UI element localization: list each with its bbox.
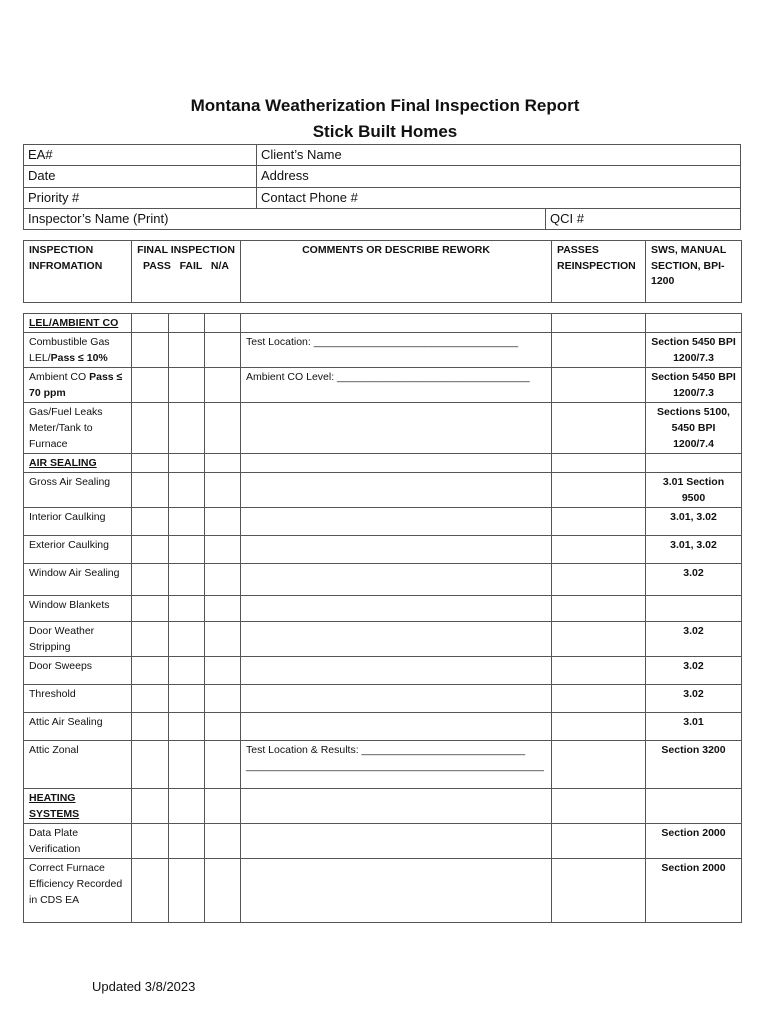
row-label-text: Attic Air Sealing: [29, 716, 103, 728]
row-exterior-caulking: [24, 536, 742, 564]
row-label: [24, 454, 132, 473]
comment-cell[interactable]: [241, 859, 552, 923]
fail-checkbox-cell[interactable]: [169, 508, 205, 536]
comment-cell[interactable]: [241, 685, 552, 713]
sws-section-cell: Section 2000: [646, 859, 742, 923]
row-air-sealing: [24, 454, 742, 473]
row-label-part: Combustible Gas LEL/: [29, 336, 110, 364]
na-checkbox-cell[interactable]: [205, 333, 241, 368]
na-checkbox-cell[interactable]: [205, 741, 241, 789]
fail-checkbox-cell[interactable]: [169, 596, 205, 622]
comment-cell[interactable]: [241, 314, 552, 333]
row-window-blankets: [24, 596, 742, 622]
comment-cell[interactable]: [241, 454, 552, 473]
row-label: [24, 564, 132, 596]
pass-fail-na-label: PASS FAIL N/A: [143, 259, 229, 272]
fail-checkbox-cell[interactable]: [169, 789, 205, 824]
header-table: [23, 240, 742, 303]
page-subtitle: Stick Built Homes: [312, 122, 458, 141]
pass-checkbox-cell[interactable]: [132, 368, 169, 403]
reinspection-cell[interactable]: [552, 824, 646, 859]
row-label-text: Window Air Sealing: [29, 567, 120, 579]
pass-checkbox-cell[interactable]: [132, 622, 169, 657]
row-gross-air-sealing: [24, 473, 742, 508]
row-door-weather-stripping: [24, 622, 742, 657]
pass-checkbox-cell[interactable]: [132, 685, 169, 713]
section-heading: LEL/AMBIENT CO: [29, 317, 119, 329]
fail-checkbox-cell[interactable]: [169, 713, 205, 741]
reinspection-cell[interactable]: [552, 454, 646, 473]
comments-header: COMMENTS OR DESCRIBE REWORK: [241, 241, 552, 303]
info-table: [23, 144, 741, 230]
address-field[interactable]: Address: [257, 166, 741, 187]
sws-section-cell: 3.01, 3.02: [646, 508, 742, 536]
na-checkbox-cell[interactable]: [205, 314, 241, 333]
row-label: [24, 536, 132, 564]
row-label: [24, 368, 132, 403]
final-inspection-label: FINAL INSPECTION: [137, 244, 235, 256]
fail-checkbox-cell[interactable]: [169, 314, 205, 333]
sws-section-cell: [646, 454, 742, 473]
reinspection-cell[interactable]: [552, 741, 646, 789]
pass-checkbox-cell[interactable]: [132, 789, 169, 824]
qci-field[interactable]: QCI #: [546, 208, 741, 229]
row-interior-caulking: [24, 508, 742, 536]
sws-section-cell: Section 2000: [646, 824, 742, 859]
row-label-part: Ambient CO: [29, 371, 90, 383]
fail-checkbox-cell[interactable]: [169, 859, 205, 923]
fail-checkbox-cell[interactable]: [169, 536, 205, 564]
inspection-info-header: INSPECTION INFROMATION: [24, 241, 132, 303]
sws-header: SWS, MANUAL SECTION, BPI-1200: [646, 241, 742, 303]
sws-section-cell: Section 5450 BPI 1200/7.3: [646, 368, 742, 403]
reinspection-cell[interactable]: [552, 368, 646, 403]
row-label-text: Exterior Caulking: [29, 539, 109, 551]
row-label: [24, 403, 132, 454]
comment-cell[interactable]: [241, 508, 552, 536]
comment-cell[interactable]: [241, 657, 552, 685]
row-label-text: Gross Air Sealing: [29, 476, 111, 488]
row-heating-systems: [24, 789, 742, 824]
pass-checkbox-cell[interactable]: [132, 564, 169, 596]
row-label: [24, 824, 132, 859]
row-combustible-gas: [24, 333, 742, 368]
sws-section-cell: 3.02: [646, 564, 742, 596]
client-name-field[interactable]: Client’s Name: [257, 145, 741, 166]
section-heading: AIR SEALING: [29, 457, 97, 469]
fail-checkbox-cell[interactable]: [169, 741, 205, 789]
na-checkbox-cell[interactable]: [205, 685, 241, 713]
na-checkbox-cell[interactable]: [205, 596, 241, 622]
na-checkbox-cell[interactable]: [205, 473, 241, 508]
comment-cell[interactable]: [241, 596, 552, 622]
footer-updated: Updated 3/8/2023: [92, 979, 196, 994]
comment-cell[interactable]: [241, 789, 552, 824]
na-checkbox-cell[interactable]: [205, 657, 241, 685]
sws-section-cell: [646, 314, 742, 333]
fail-checkbox-cell[interactable]: [169, 564, 205, 596]
sws-section-cell: 3.01: [646, 713, 742, 741]
sws-section-cell: 3.01 Section 9500: [646, 473, 742, 508]
fail-checkbox-cell[interactable]: [169, 454, 205, 473]
pass-checkbox-cell[interactable]: [132, 536, 169, 564]
reinspection-cell[interactable]: [552, 508, 646, 536]
row-label-text: Gas/Fuel Leaks Meter/Tank to Furnace: [29, 406, 103, 450]
na-checkbox-cell[interactable]: [205, 713, 241, 741]
row-label: [24, 685, 132, 713]
inspection-table: [23, 313, 742, 923]
row-label-text: Window Blankets: [29, 599, 110, 611]
date-field[interactable]: Date: [24, 166, 257, 187]
pass-checkbox-cell[interactable]: [132, 741, 169, 789]
row-threshold: [24, 685, 742, 713]
ea-field[interactable]: EA#: [24, 145, 257, 166]
reinspection-cell[interactable]: [552, 564, 646, 596]
row-label: [24, 859, 132, 923]
na-checkbox-cell[interactable]: [205, 824, 241, 859]
row-ambient-co: [24, 368, 742, 403]
section-heading: HEATING SYSTEMS: [29, 792, 80, 820]
na-checkbox-cell[interactable]: [205, 403, 241, 454]
page-title: Montana Weatherization Final Inspection Report: [190, 96, 580, 115]
sws-section-cell: 3.01, 3.02: [646, 536, 742, 564]
row-label-text: Correct Furnace Efficiency Recorded in CDS EA: [29, 862, 123, 906]
row-furnace-efficiency: [24, 859, 742, 923]
row-label: [24, 657, 132, 685]
na-checkbox-cell[interactable]: [205, 536, 241, 564]
reinspection-cell[interactable]: [552, 536, 646, 564]
fail-checkbox-cell[interactable]: [169, 403, 205, 454]
reinspection-cell[interactable]: [552, 314, 646, 333]
row-label: [24, 622, 132, 657]
comment-cell[interactable]: [241, 403, 552, 454]
na-checkbox-cell[interactable]: [205, 454, 241, 473]
row-label: [24, 314, 132, 333]
row-label-text: Interior Caulking: [29, 511, 106, 523]
comment-cell[interactable]: [241, 564, 552, 596]
sws-section-cell: [646, 789, 742, 824]
reinspection-cell[interactable]: [552, 403, 646, 454]
row-gas-fuel-leaks: [24, 403, 742, 454]
row-label-text: Door Weather Stripping: [29, 625, 95, 653]
pass-checkbox-cell[interactable]: [132, 314, 169, 333]
row-door-sweeps: [24, 657, 742, 685]
row-label-text: Door Sweeps: [29, 660, 93, 672]
row-label: [24, 333, 132, 368]
pass-checkbox-cell[interactable]: [132, 473, 169, 508]
comment-cell[interactable]: Test Location: ___________________________________: [241, 333, 552, 368]
row-label-text: Attic Zonal: [29, 744, 79, 756]
comment-cell[interactable]: [241, 713, 552, 741]
reinspection-cell[interactable]: [552, 713, 646, 741]
passes-reinspection-header: PASSES REINSPECTION: [552, 241, 646, 303]
reinspection-cell[interactable]: [552, 596, 646, 622]
fail-checkbox-cell[interactable]: [169, 473, 205, 508]
row-label: [24, 713, 132, 741]
row-label-text: Data Plate Verification: [29, 827, 81, 855]
pass-checkbox-cell[interactable]: [132, 713, 169, 741]
comment-cell[interactable]: Test Location & Results: ____________________________ ___________________________________________________: [241, 741, 552, 789]
pass-checkbox-cell[interactable]: [132, 333, 169, 368]
comment-cell[interactable]: [241, 824, 552, 859]
na-checkbox-cell[interactable]: [205, 789, 241, 824]
na-checkbox-cell[interactable]: [205, 622, 241, 657]
na-checkbox-cell[interactable]: [205, 368, 241, 403]
fail-checkbox-cell[interactable]: [169, 685, 205, 713]
sws-section-cell: Section 3200: [646, 741, 742, 789]
row-label: [24, 473, 132, 508]
reinspection-cell[interactable]: [552, 789, 646, 824]
reinspection-cell[interactable]: [552, 333, 646, 368]
pass-checkbox-cell[interactable]: [132, 824, 169, 859]
na-checkbox-cell[interactable]: [205, 859, 241, 923]
row-data-plate: [24, 824, 742, 859]
reinspection-cell[interactable]: [552, 657, 646, 685]
fail-checkbox-cell[interactable]: [169, 368, 205, 403]
row-label: [24, 508, 132, 536]
comment-cell[interactable]: [241, 473, 552, 508]
pass-checkbox-cell[interactable]: [132, 596, 169, 622]
row-label: [24, 596, 132, 622]
reinspection-cell[interactable]: [552, 685, 646, 713]
sws-section-cell: Sections 5100, 5450 BPI 1200/7.4: [646, 403, 742, 454]
inspection-rows: [24, 314, 742, 923]
priority-field[interactable]: Priority #: [24, 187, 257, 208]
sws-section-cell: 3.02: [646, 622, 742, 657]
sws-section-cell: Section 5450 BPI 1200/7.3: [646, 333, 742, 368]
row-label: [24, 741, 132, 789]
inspector-name-field[interactable]: Inspector’s Name (Print): [24, 208, 546, 229]
na-checkbox-cell[interactable]: [205, 508, 241, 536]
comment-cell[interactable]: Ambient CO Level: _________________________________: [241, 368, 552, 403]
sws-section-cell: [646, 596, 742, 622]
pass-checkbox-cell[interactable]: [132, 859, 169, 923]
pass-checkbox-cell[interactable]: [132, 657, 169, 685]
fail-checkbox-cell[interactable]: [169, 333, 205, 368]
sws-section-cell: 3.02: [646, 657, 742, 685]
row-lel: [24, 314, 742, 333]
fail-checkbox-cell[interactable]: [169, 622, 205, 657]
na-checkbox-cell[interactable]: [205, 564, 241, 596]
final-inspection-header: [132, 241, 241, 303]
comment-cell[interactable]: [241, 622, 552, 657]
row-label-part: Pass ≤ 70 ppm: [29, 371, 123, 399]
reinspection-cell[interactable]: [552, 473, 646, 508]
sws-section-cell: 3.02: [646, 685, 742, 713]
row-label-text: Threshold: [29, 688, 76, 700]
comment-cell[interactable]: [241, 536, 552, 564]
fail-checkbox-cell[interactable]: [169, 824, 205, 859]
reinspection-cell[interactable]: [552, 622, 646, 657]
pass-checkbox-cell[interactable]: [132, 508, 169, 536]
row-label-part: Pass ≤ 10%: [50, 352, 108, 364]
row-label: [24, 789, 132, 824]
reinspection-cell[interactable]: [552, 859, 646, 923]
row-window-air-sealing: [24, 564, 742, 596]
fail-checkbox-cell[interactable]: [169, 657, 205, 685]
pass-checkbox-cell[interactable]: [132, 454, 169, 473]
row-attic-air-sealing: [24, 713, 742, 741]
pass-checkbox-cell[interactable]: [132, 403, 169, 454]
contact-phone-field[interactable]: Contact Phone #: [257, 187, 741, 208]
row-attic-zonal: [24, 741, 742, 789]
